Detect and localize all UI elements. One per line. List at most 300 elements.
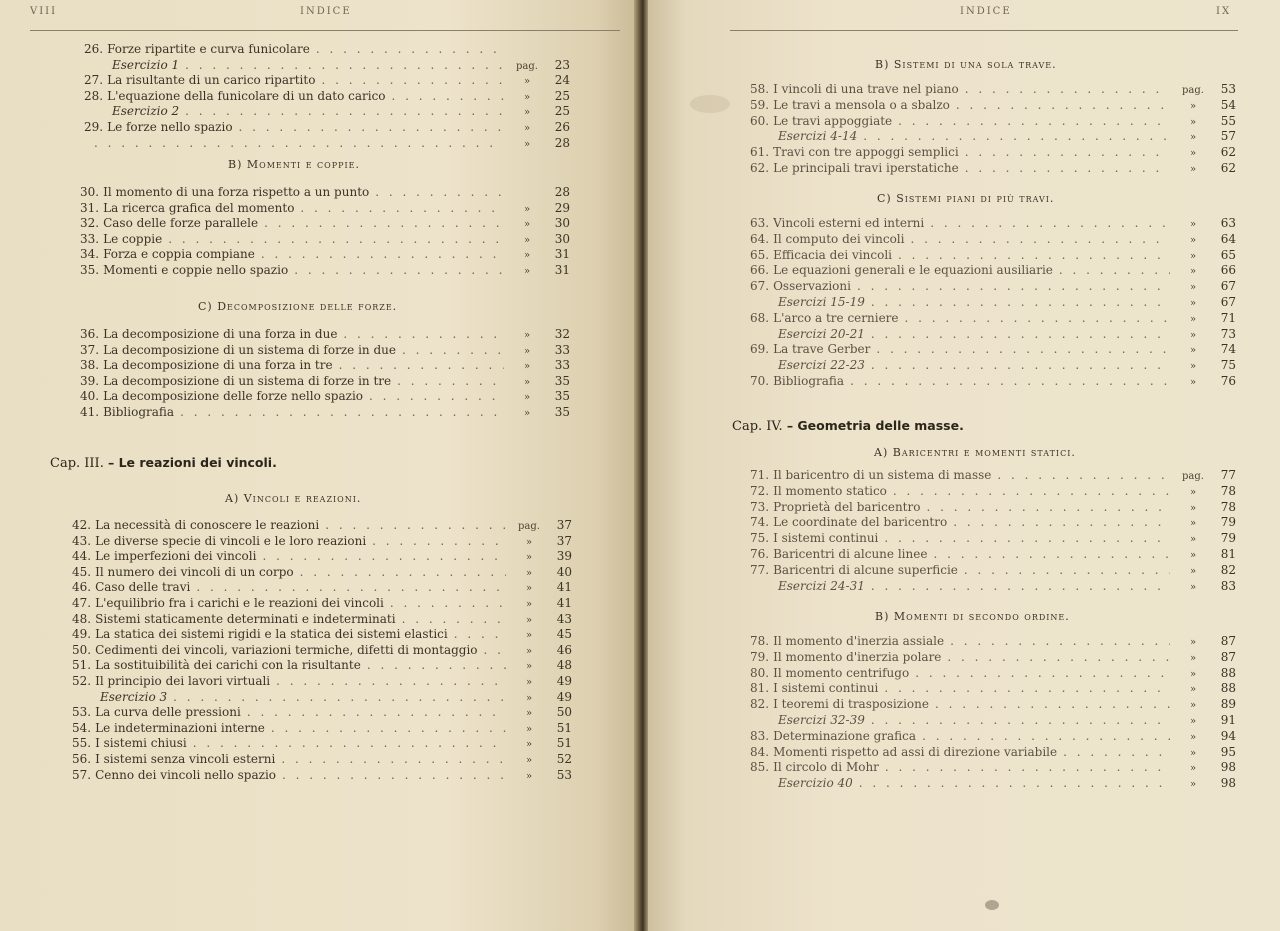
- dot-leader: [339, 358, 504, 373]
- page-ref: 57: [1220, 129, 1236, 144]
- page-marker: »: [1189, 581, 1197, 593]
- page-marker: »: [525, 583, 533, 595]
- page-marker: »: [525, 677, 533, 688]
- page-marker: »: [1189, 700, 1197, 712]
- toc-entry: [80, 343, 570, 358]
- toc-entry: [750, 547, 1236, 562]
- dot-leader: [343, 327, 504, 342]
- paper-stain: [985, 900, 999, 910]
- dot-leader: [173, 690, 506, 705]
- toc-entry: [750, 98, 1236, 113]
- entry-number: 61.: [750, 145, 770, 160]
- page-marker: »: [1189, 234, 1197, 246]
- entry-title: Forza e coppia compiane: [103, 247, 255, 262]
- page-marker: »: [1189, 763, 1197, 775]
- page-ref: 67: [1220, 295, 1236, 309]
- dot-leader: [484, 643, 506, 658]
- entry-number: 68.: [750, 310, 770, 325]
- page-marker: »: [523, 91, 531, 103]
- page-marker: »: [1189, 361, 1197, 373]
- exercise-row: [84, 104, 570, 119]
- toc-entry: [72, 534, 572, 549]
- exercise-title: Esercizi 32-39: [778, 713, 865, 727]
- page-marker: »: [525, 723, 533, 735]
- entry-number: 58.: [750, 82, 770, 96]
- chapter-label: Cap. III.: [50, 456, 108, 471]
- exercise-row: [750, 776, 1236, 791]
- entry-title: Proprietà del baricentro: [773, 499, 921, 514]
- page-marker: »: [1189, 502, 1197, 514]
- entry-title: Cedimenti dei vincoli, variazioni termiche, difetti di montaggio: [95, 642, 478, 657]
- toc-entry: [750, 484, 1236, 499]
- dot-leader: [185, 58, 504, 73]
- entry-number: 64.: [750, 231, 770, 246]
- entry-number: 39.: [80, 373, 100, 388]
- page-marker: »: [523, 107, 531, 119]
- page-marker: »: [1189, 164, 1197, 175]
- page-ref: 62: [1220, 145, 1236, 160]
- toc-entry: [750, 531, 1236, 546]
- section-heading: A) Vincoli e reazioni.: [225, 492, 362, 505]
- entry-title: Determinazione grafica: [773, 728, 917, 743]
- entry-number: 69.: [750, 342, 770, 357]
- toc-entry: [84, 136, 570, 151]
- dot-leader: [239, 120, 504, 135]
- entry-number: 51.: [72, 658, 92, 673]
- dot-leader: [247, 705, 506, 720]
- entry-number: 26.: [84, 42, 104, 56]
- entry-number: 76.: [750, 547, 770, 561]
- entry-number: 59.: [750, 97, 770, 112]
- toc-entry: [750, 468, 1236, 483]
- page-marker: »: [525, 661, 533, 673]
- entry-title: Le forze nello spazio: [107, 120, 233, 134]
- page-ref: 79: [1220, 531, 1236, 546]
- entry-number: 67.: [750, 279, 770, 294]
- page-marker: »: [523, 203, 531, 215]
- entry-title: Momenti e coppie nello spazio: [103, 263, 289, 277]
- dot-leader: [94, 136, 504, 151]
- entry-title: I sistemi senza vincoli esterni: [95, 752, 276, 766]
- page-ref: 32: [554, 327, 570, 341]
- exercise-title: Esercizio 40: [778, 776, 853, 791]
- entry-title: Forze ripartite e curva funicolare: [107, 42, 310, 56]
- page-ref: 53: [1220, 82, 1236, 96]
- toc-entry: [80, 358, 570, 373]
- exercise-title: Esercizio 3: [100, 689, 168, 704]
- page-ref: 53: [556, 767, 572, 782]
- page-ref: 91: [1220, 713, 1236, 727]
- dot-leader: [367, 658, 506, 673]
- entry-title: Il computo dei vincoli: [773, 231, 905, 246]
- page-number-right: IX: [1216, 6, 1232, 17]
- dot-leader: [926, 500, 1170, 515]
- entry-number: 29.: [84, 120, 104, 134]
- dot-leader: [193, 736, 506, 751]
- page-ref: 23: [554, 57, 570, 72]
- dot-leader: [871, 327, 1170, 342]
- chapter-title: – Geometria delle masse.: [786, 418, 964, 433]
- entry-title: Il momento d'inerzia polare: [773, 649, 942, 664]
- toc-entry: [72, 596, 572, 611]
- page-marker: »: [523, 219, 531, 231]
- exercise-title: Esercizi 24-31: [778, 578, 865, 593]
- entry-title: La decomposizione delle forze nello spazio: [103, 389, 364, 404]
- page-ref: 79: [1220, 515, 1236, 530]
- entry-number: 41.: [80, 405, 100, 419]
- section-heading: A) Baricentri e momenti statici.: [874, 446, 1076, 459]
- chapter-heading: [50, 455, 277, 471]
- right-page: [648, 0, 1280, 931]
- toc-entry: [72, 721, 572, 736]
- toc-entry: [750, 745, 1236, 760]
- page-ref: 31: [554, 247, 570, 262]
- page-ref: 24: [554, 73, 570, 88]
- dot-leader: [281, 752, 506, 767]
- entry-number: 71.: [750, 468, 770, 482]
- dot-leader: [180, 405, 504, 420]
- dot-leader: [372, 534, 506, 549]
- chapter-label: Cap. IV.: [732, 419, 787, 434]
- page-marker: »: [1189, 747, 1197, 759]
- page-ref: 28: [554, 185, 570, 199]
- page-marker: »: [525, 630, 533, 642]
- toc-entry: [80, 216, 570, 231]
- entry-number: 82.: [750, 697, 770, 712]
- page-ref: 25: [554, 104, 570, 119]
- page-ref: 74: [1220, 342, 1236, 357]
- entry-number: 85.: [750, 760, 770, 775]
- page-marker: »: [1189, 313, 1197, 325]
- dot-leader: [196, 580, 506, 595]
- dot-leader: [953, 515, 1170, 530]
- entry-title: Caso delle forze parallele: [103, 216, 259, 231]
- page-marker: »: [1189, 486, 1197, 498]
- entry-number: 46.: [72, 580, 92, 595]
- exercise-title: Esercizi 4-14: [778, 129, 858, 144]
- page-ref: 28: [554, 135, 570, 150]
- exercise-row: [72, 690, 572, 705]
- entry-number: 70.: [750, 374, 770, 388]
- page-ref: 81: [1220, 547, 1236, 561]
- page-ref: 30: [554, 216, 570, 231]
- entry-number: 40.: [80, 389, 100, 404]
- page-ref: 78: [1220, 483, 1236, 498]
- entry-title: Sistemi staticamente determinati e indeterminati: [95, 611, 396, 626]
- page-ref: 66: [1220, 263, 1236, 278]
- entry-title: Bibliografia: [773, 374, 845, 388]
- entry-title: La trave Gerber: [773, 342, 871, 357]
- entry-title: Le coordinate del baricentro: [773, 515, 948, 530]
- toc-entry: [750, 232, 1236, 247]
- entry-title: La ricerca grafica del momento: [103, 200, 295, 215]
- page-marker: »: [523, 361, 531, 373]
- page-ref: 35: [554, 405, 570, 419]
- entry-number: 30.: [80, 185, 100, 199]
- entry-number: 50.: [72, 642, 92, 657]
- page-ref: 50: [556, 705, 572, 720]
- page-ref: 45: [556, 627, 572, 642]
- dot-leader: [168, 232, 504, 247]
- dot-leader: [185, 104, 504, 119]
- entry-number: 53.: [72, 705, 92, 720]
- page-ref: 46: [556, 642, 572, 657]
- page-marker: »: [523, 376, 531, 388]
- entry-title: Il numero dei vincoli di un corpo: [95, 564, 294, 579]
- page-marker: »: [525, 552, 533, 564]
- page-ref: 98: [1220, 760, 1236, 775]
- page-marker: »: [1189, 329, 1197, 341]
- page-marker: »: [1189, 298, 1197, 309]
- dot-leader: [261, 247, 504, 262]
- entry-title: Efficacia dei vincoli: [773, 247, 893, 262]
- page-ref: 41: [556, 580, 572, 595]
- toc-entry: [80, 201, 570, 216]
- entry-title: La decomposizione di un sistema di forze in tre: [103, 373, 392, 388]
- paper-stain: [690, 95, 730, 113]
- section-heading: C) Sistemi piani di più travi.: [877, 192, 1055, 205]
- dot-leader: [930, 216, 1170, 231]
- entry-number: 43.: [72, 533, 92, 548]
- page-ref: 39: [556, 549, 572, 564]
- page-ref: 65: [1220, 247, 1236, 262]
- dot-leader: [397, 374, 504, 389]
- toc-entry: [84, 73, 570, 88]
- entry-number: 27.: [84, 73, 104, 88]
- page-marker: »: [523, 123, 531, 134]
- entry-number: 66.: [750, 263, 770, 278]
- page-marker: »: [525, 536, 533, 548]
- toc-entry: [750, 161, 1236, 176]
- page-marker: »: [1189, 684, 1197, 696]
- page-marker: pag.: [518, 521, 540, 532]
- chapter-heading: [732, 418, 964, 434]
- dot-leader: [893, 484, 1170, 499]
- dot-leader: [300, 565, 506, 580]
- entry-number: 48.: [72, 611, 92, 626]
- entry-number: 77.: [750, 562, 770, 577]
- exercise-row: [750, 358, 1236, 373]
- entry-title: Il momento statico: [773, 483, 887, 498]
- entry-title: L'arco a tre cerniere: [773, 310, 899, 325]
- page-marker: »: [1189, 652, 1197, 664]
- toc-entry: [72, 658, 572, 673]
- page-ref: 77: [1220, 468, 1236, 482]
- entry-title: Le principali travi iperstatiche: [773, 161, 959, 175]
- dot-leader: [1059, 263, 1170, 278]
- page-marker: »: [525, 599, 533, 610]
- exercise-title: Esercizi 15-19: [778, 295, 865, 309]
- entry-title: Baricentri di alcune linee: [773, 547, 928, 561]
- entry-title: Le travi a mensola o a sbalzo: [773, 97, 950, 112]
- toc-entry: [750, 374, 1236, 389]
- exercise-row: [750, 129, 1236, 144]
- entry-number: 78.: [750, 634, 770, 648]
- exercise-row: [84, 58, 570, 73]
- toc-entry: [750, 216, 1236, 231]
- page-marker: »: [523, 250, 531, 262]
- dot-leader: [271, 721, 506, 736]
- dot-leader: [369, 389, 504, 404]
- exercise-row: [750, 713, 1236, 728]
- dot-leader: [898, 248, 1170, 263]
- page-ref: 95: [1220, 744, 1236, 759]
- page-ref: 83: [1220, 578, 1236, 593]
- page-ref: 43: [556, 611, 572, 626]
- entry-title: Il baricentro di un sistema di masse: [773, 468, 992, 482]
- dot-leader: [282, 768, 506, 783]
- entry-number: 65.: [750, 247, 770, 262]
- toc-entry: [84, 89, 570, 104]
- entry-number: 56.: [72, 752, 92, 766]
- toc-entry: [80, 389, 570, 404]
- entry-title: La statica dei sistemi rigidi e la statica dei sistemi elastici: [95, 627, 448, 642]
- entry-number: 44.: [72, 549, 92, 564]
- page-ref: 78: [1220, 499, 1236, 514]
- page-marker: »: [1189, 779, 1197, 791]
- entry-number: 52.: [72, 674, 92, 688]
- entry-number: 63.: [750, 216, 770, 230]
- entry-title: Il circolo di Mohr: [773, 760, 879, 775]
- dot-leader: [871, 713, 1170, 728]
- entry-number: 60.: [750, 113, 770, 128]
- page-ref: 26: [554, 120, 570, 134]
- entry-title: La sostituibilità dei carichi con la risultante: [95, 658, 361, 673]
- dot-leader: [876, 342, 1170, 357]
- dot-leader: [321, 73, 504, 88]
- toc-entry: [72, 580, 572, 595]
- toc-entry: [72, 674, 572, 689]
- toc-entry: [80, 327, 570, 342]
- toc-entry: [750, 263, 1236, 278]
- toc-entry: [72, 768, 572, 783]
- page-marker: »: [525, 770, 533, 782]
- entry-title: La necessità di conoscere le reazioni: [95, 518, 320, 532]
- toc-entry: [750, 515, 1236, 530]
- page-ref: 49: [556, 689, 572, 704]
- entry-number: 62.: [750, 161, 770, 175]
- dot-leader: [885, 760, 1170, 775]
- toc-entry: [72, 643, 572, 658]
- toc-entry: [750, 666, 1236, 681]
- page-ref: 98: [1220, 776, 1236, 791]
- page-ref: 41: [556, 596, 572, 610]
- entry-title: I sistemi chiusi: [95, 736, 187, 751]
- page-ref: 29: [554, 200, 570, 215]
- page-marker: »: [1189, 565, 1197, 577]
- dot-leader: [264, 216, 504, 231]
- exercise-row: [750, 295, 1236, 310]
- entry-number: 81.: [750, 681, 770, 696]
- page-ref: 82: [1220, 562, 1236, 577]
- toc-entry: [750, 311, 1236, 326]
- toc-entry: [750, 697, 1236, 712]
- page-marker: pag.: [516, 60, 538, 72]
- entry-number: 45.: [72, 564, 92, 579]
- entry-title: La decomposizione di una forza in due: [103, 327, 338, 341]
- entry-title: Il momento centrifugo: [773, 665, 910, 680]
- page-ref: 49: [556, 674, 572, 688]
- entry-title: La decomposizione di una forza in tre: [103, 358, 333, 373]
- toc-entry: [72, 518, 572, 533]
- page-marker: »: [1189, 266, 1197, 278]
- dot-leader: [454, 627, 506, 642]
- dot-leader: [392, 89, 504, 104]
- dot-leader: [871, 579, 1170, 594]
- page-ref: 25: [554, 88, 570, 103]
- page-ref: 62: [1220, 161, 1236, 175]
- section-heading: B) Momenti e coppie.: [228, 158, 360, 171]
- dot-leader: [950, 634, 1170, 649]
- dot-leader: [300, 201, 504, 216]
- entry-number: 84.: [750, 744, 770, 759]
- entry-title: Baricentri di alcune superficie: [773, 562, 958, 577]
- entry-title: Le equazioni generali e le equazioni ausiliarie: [773, 263, 1053, 278]
- page-marker: »: [523, 408, 531, 419]
- toc-entry: [750, 114, 1236, 129]
- page-marker: »: [523, 392, 531, 404]
- dot-leader: [276, 674, 506, 689]
- dot-leader: [390, 596, 506, 611]
- page-marker: »: [1189, 116, 1197, 128]
- page-ref: 40: [556, 564, 572, 579]
- toc-entry: [80, 405, 570, 420]
- toc-entry: [72, 752, 572, 767]
- dot-leader: [316, 42, 504, 57]
- page-ref: 55: [1220, 113, 1236, 128]
- dot-leader: [997, 468, 1170, 483]
- dot-leader: [857, 279, 1170, 294]
- entry-number: 38.: [80, 358, 100, 373]
- dot-leader: [933, 547, 1170, 562]
- page-marker: »: [525, 614, 533, 626]
- entry-number: 79.: [750, 649, 770, 664]
- toc-entry: [84, 120, 570, 135]
- entry-title: Il momento di una forza rispetto a un punto: [103, 185, 370, 199]
- entry-title: Le travi appoggiate: [773, 113, 893, 128]
- toc-entry: [750, 500, 1236, 515]
- page-ref: 94: [1220, 728, 1236, 743]
- page-ref: 63: [1220, 216, 1236, 230]
- running-head-right: INDICE: [960, 6, 1012, 17]
- entry-title: L'equilibrio fra i carichi e le reazioni dei vincoli: [95, 596, 384, 610]
- section-heading: B) Sistemi di una sola trave.: [875, 58, 1057, 71]
- page-number-left: VIII: [30, 6, 58, 17]
- dot-leader: [1063, 745, 1170, 760]
- entry-title: Caso delle travi: [95, 580, 191, 595]
- entry-number: 49.: [72, 627, 92, 642]
- entry-number: 32.: [80, 216, 100, 231]
- dot-leader: [375, 185, 504, 200]
- dot-leader: [935, 697, 1170, 712]
- page-marker: »: [1189, 731, 1197, 743]
- entry-title: Momenti rispetto ad assi di direzione variabile: [773, 744, 1058, 759]
- running-head-left: INDICE: [300, 6, 352, 17]
- toc-entry: [84, 42, 570, 57]
- page-marker: »: [523, 266, 531, 277]
- entry-number: 36.: [80, 327, 100, 341]
- page-ref: 30: [554, 231, 570, 246]
- dot-leader: [965, 161, 1170, 176]
- exercise-title: Esercizio 2: [112, 104, 180, 119]
- entry-number: 83.: [750, 728, 770, 743]
- page-ref: 71: [1220, 310, 1236, 325]
- entry-title: La risultante di un carico ripartito: [107, 73, 316, 88]
- dot-leader: [294, 263, 504, 278]
- section-heading: C) Decomposizione delle forze.: [198, 300, 398, 313]
- page-marker: »: [525, 739, 533, 751]
- toc-entry: [750, 729, 1236, 744]
